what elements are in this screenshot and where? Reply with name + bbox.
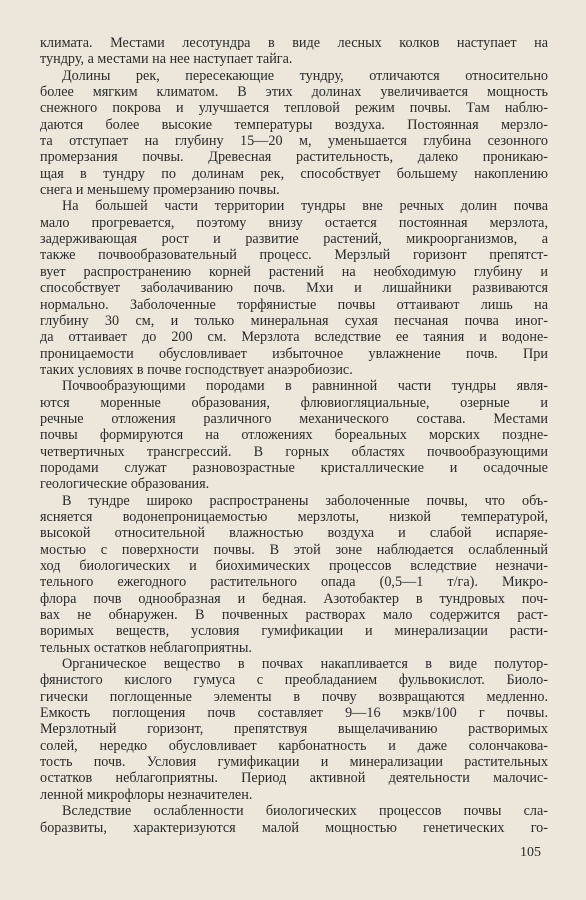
text-line: промерзания почвы. Древесная растительность, далеко проникаю- bbox=[40, 149, 548, 166]
text-line: да оттаивает до 200 см. Мерзлота вследствие ее таяния и водоне- bbox=[40, 329, 548, 346]
text-line: способствует заболачиванию почв. Мхи и лишайники развиваются bbox=[40, 280, 548, 297]
paragraph bbox=[40, 68, 548, 199]
text-line: даются более высокие температуры воздуха. Постоянная мерзло- bbox=[40, 116, 548, 133]
text-line: гически поглощенные элементы в почву возвращаются медленно. bbox=[40, 688, 548, 705]
text-line: мостью с поверхности почвы. В этой зоне наблюдается ослабленный bbox=[40, 541, 548, 558]
text-line: климата. Местами лесотундра в виде лесных колков наступает на bbox=[40, 35, 548, 51]
text-line: породами служат разновозрастные кристаллические и осадочные bbox=[40, 459, 548, 476]
text-line: На большей части территории тундры вне речных долин почва bbox=[62, 198, 548, 215]
text-line: почвы формируются на отложениях бореальных морских поздне- bbox=[40, 427, 548, 444]
text-line: солей, нередко обусловливает карбонатность и даже солончакова- bbox=[40, 737, 548, 754]
text-line: Мерзлотный горизонт, препятствуя выщелачиванию растворимых bbox=[40, 721, 548, 738]
text-line: проницаемости обусловливает избыточное увлажнение почв. При bbox=[40, 345, 548, 362]
text-line: речные отложения различного механического состава. Местами bbox=[40, 410, 548, 427]
text-line: Вследствие ослабленности биологических процессов почвы сла- bbox=[62, 803, 548, 820]
text-line: мало прогревается, поэтому внизу остается постоянная мерзлота, bbox=[40, 214, 548, 231]
text-line: четвертичных трансгрессий. В горных областях почвообразующими bbox=[40, 443, 548, 460]
text-line: задерживающая рост и развитие растений, микроорганизмов, а bbox=[40, 231, 548, 248]
text-line: таких условиях в почве господствует анаэробиозис. bbox=[40, 361, 353, 378]
text-line: ясняется водонепроницаемостью мерзлоты, низкой температурой, bbox=[40, 508, 548, 525]
paragraph bbox=[40, 35, 548, 68]
text-line: нормально. Заболоченные торфянистые почвы оттаивают лишь на bbox=[40, 296, 548, 313]
text-line: В тундре широко распространены заболоченные почвы, что объ- bbox=[62, 492, 548, 509]
body-text bbox=[40, 35, 548, 836]
text-line: ход биологических и биохимических процессов вследствие незначи- bbox=[40, 558, 548, 574]
text-line: боразвиты, характеризуются малой мощностью генетических го- bbox=[40, 819, 548, 836]
paragraph bbox=[40, 803, 548, 836]
text-line: глубину 30 см, и только минеральная сухая песчаная почва иног- bbox=[40, 312, 548, 329]
text-line: щая в тундру по долинам рек, способствует большему накоплению bbox=[40, 165, 548, 182]
text-line: фянистого кислого гумуса с преобладанием фульвокислот. Биоло- bbox=[40, 672, 548, 689]
text-line: Долины рек, пересекающие тундру, отличаются относительно bbox=[62, 67, 548, 84]
text-line: ются моренные образования, флювиогляциальные, озерные и bbox=[40, 394, 548, 411]
text-line: Почвообразующими породами в равнинной части тундры явля- bbox=[62, 378, 548, 395]
paragraph bbox=[40, 378, 548, 492]
text-line: Емкость поглощения почв составляет 9—16 мэкв/100 г почвы. bbox=[40, 705, 548, 722]
text-line: геологические образования. bbox=[40, 476, 210, 493]
paragraph bbox=[40, 198, 548, 378]
text-line: тость почв. Условия гумификации и минерализации растительных bbox=[40, 754, 548, 771]
text-line: остатков неблагоприятны. Период активной деятельности малочис- bbox=[40, 770, 548, 787]
text-line: вует распространению корней растений на необходимую глубину и bbox=[40, 263, 548, 280]
text-line: ленной микрофлоры незначителен. bbox=[40, 786, 253, 803]
text-line: Органическое вещество в почвах накапливается в виде полутор- bbox=[62, 656, 548, 673]
text-line: тельного ежегодного растительного опада (0,5—1 т/га). Микро- bbox=[40, 574, 548, 591]
text-line: высокой относительной влажностью воздуха и слабой испаряе- bbox=[40, 525, 548, 542]
text-line: вах не обнаружен. В почвенных растворах мало содержится раст- bbox=[40, 607, 548, 624]
text-line: тельных остатков неблагоприятны. bbox=[40, 639, 252, 656]
paragraph bbox=[40, 656, 548, 803]
text-line: более мягким климатом. В этих долинах увеличивается мощность bbox=[40, 84, 548, 101]
text-line: также почвообразовательный процесс. Мерзлый горизонт препятст- bbox=[40, 247, 548, 264]
paragraph bbox=[40, 493, 548, 656]
page-number: 105 bbox=[520, 845, 541, 860]
text-line: тундру, а местами на нее наступает тайга. bbox=[40, 51, 293, 68]
text-line: снежного покрова и улучшается тепловой режим почвы. Там наблю- bbox=[40, 100, 548, 117]
text-line: та отступает на глубину 15—20 м, уменьшается глубина сезонного bbox=[40, 133, 548, 150]
text-line: флора почв однообразная и бедная. Азотобактер в тундровых поч- bbox=[40, 590, 548, 607]
text-line: воримых веществ, условия гумификации и минерализации расти- bbox=[40, 623, 548, 640]
text-line: снега и меньшему промерзанию почвы. bbox=[40, 182, 280, 199]
